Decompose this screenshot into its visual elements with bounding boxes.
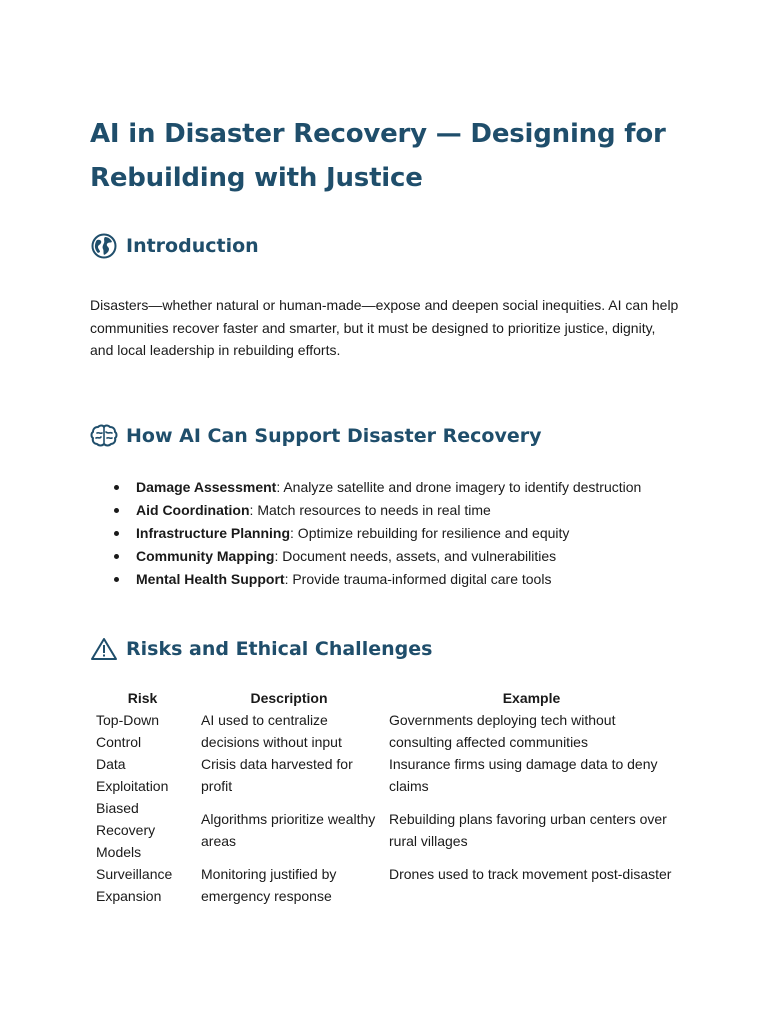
intro-heading-text: Introduction (126, 235, 259, 257)
list-item (114, 522, 680, 545)
list-item-term: Infrastructure Planning (136, 524, 291, 541)
risks-table (90, 687, 680, 907)
list-item-desc: : Match resources to needs in real time (249, 501, 491, 518)
list-item (114, 499, 680, 522)
table-row (90, 797, 680, 863)
risks-heading (90, 635, 680, 663)
list-item-desc: : Optimize rebuilding for resilience and equity (290, 524, 570, 541)
list-item-desc: : Provide trauma-informed digital care tools (284, 570, 552, 587)
support-list (90, 476, 680, 591)
document-page (90, 112, 680, 907)
table-cell-example: Insurance firms using damage data to deny claims (389, 755, 658, 794)
list-item-desc: : Analyze satellite and drone imagery to identify destruction (276, 478, 642, 495)
table-cell-description: AI used to centralize decisions without input (201, 711, 342, 750)
table-cell-risk: Biased Recovery Models (96, 799, 156, 860)
table-cell-risk: Top-Down Control (96, 711, 160, 750)
list-item-term: Community Mapping (136, 547, 275, 564)
list-item (114, 545, 680, 568)
list-item (114, 476, 680, 499)
column-header-example: Example (502, 689, 561, 706)
table-cell-description: Algorithms prioritize wealthy areas (201, 810, 376, 849)
column-header-description: Description (250, 689, 328, 706)
support-heading (90, 422, 680, 450)
warning-icon (90, 635, 118, 663)
table-cell-example: Drones used to track movement post-disaster (389, 865, 672, 882)
table-row (90, 753, 680, 797)
globe-icon (90, 232, 118, 260)
table-cell-description: Crisis data harvested for profit (201, 755, 353, 794)
document-title: AI in Disaster Recovery — Designing for Rebuilding with Justice (90, 119, 666, 193)
table-cell-example: Rebuilding plans favoring urban centers over rural villages (389, 810, 667, 849)
intro-heading (90, 232, 680, 260)
table-cell-description: Monitoring justified by emergency response (201, 865, 337, 904)
column-header-risk: Risk (127, 689, 158, 706)
list-item (114, 568, 680, 591)
brain-icon (90, 422, 118, 450)
support-heading-text: How AI Can Support Disaster Recovery (126, 424, 542, 447)
list-item-desc: : Document needs, assets, and vulnerabilities (274, 547, 557, 564)
list-item-term: Aid Coordination (136, 501, 250, 518)
list-item-term: Damage Assessment (136, 478, 277, 495)
list-item-term: Mental Health Support (136, 570, 285, 587)
table-header-row (90, 687, 680, 709)
table-cell-risk: Data Exploitation (96, 755, 169, 794)
table-row (90, 709, 680, 753)
table-cell-risk: Surveillance Expansion (96, 865, 173, 904)
table-row (90, 863, 680, 907)
risks-heading-text: Risks and Ethical Challenges (126, 637, 433, 660)
intro-paragraph: Disasters—whether natural or human-made—expose and deepen social inequities. AI can help communities recover faster and smarter, but it must be designed to prioritize justice, dignity, and local leadership in rebuilding efforts. (90, 297, 679, 358)
table-cell-example: Governments deploying tech without consulting affected communities (389, 711, 616, 750)
